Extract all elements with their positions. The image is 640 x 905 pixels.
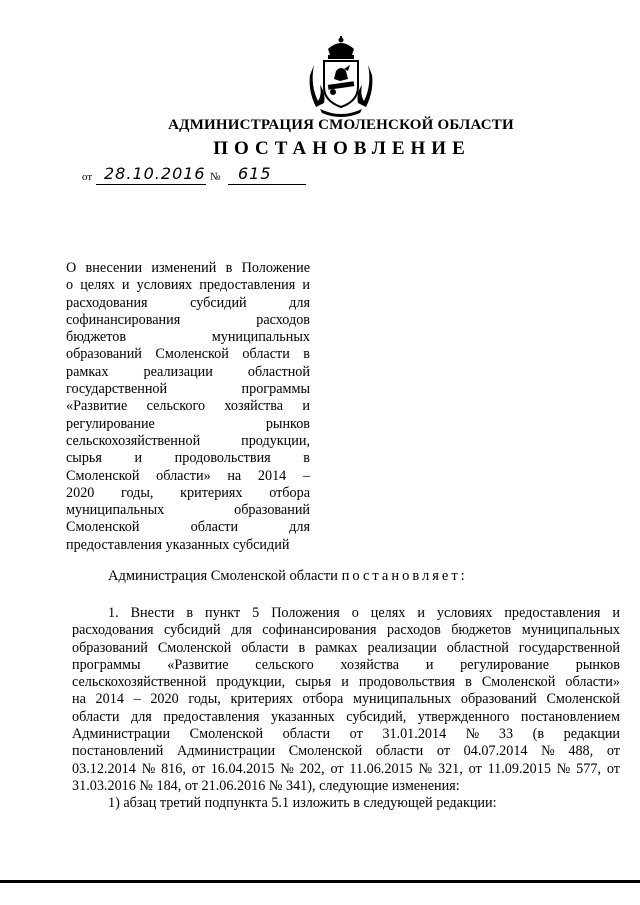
- subject-word: реализации: [143, 363, 213, 380]
- preamble: [108, 568, 468, 585]
- subject-line: [66, 329, 310, 346]
- preamble-text: Администрация Смоленской области: [108, 568, 338, 584]
- body-word: от: [468, 760, 482, 777]
- body-word: муниципальных: [521, 622, 620, 639]
- document-type-title: ПОСТАНОВЛЕНИЕ: [213, 138, 471, 159]
- body-word: №: [556, 760, 571, 777]
- body-word: государственной: [518, 639, 620, 656]
- body-word: областной: [446, 639, 509, 656]
- preamble-verb: постановляет:: [341, 568, 468, 584]
- body-word: 488,: [568, 743, 594, 760]
- subject-word: муниципальных: [211, 329, 310, 346]
- subject-line: [66, 502, 310, 519]
- body-word: «Развитие: [167, 656, 229, 673]
- body-word: расходов: [387, 622, 441, 639]
- subject-word: софинансирования: [66, 311, 181, 328]
- body-line: 31.03.2016 № 184, от 21.06.2016 № 341), следующие изменения:: [72, 777, 460, 794]
- body-word: 04.07.2014: [463, 743, 528, 760]
- body-word: в: [186, 605, 194, 621]
- body-word: –: [133, 691, 141, 708]
- subject-line: [66, 416, 310, 433]
- body-word: №: [141, 760, 156, 777]
- body-word: рынков: [575, 656, 620, 673]
- subject-word: области»: [156, 467, 211, 484]
- body-word: от: [349, 726, 363, 743]
- body-line: [72, 622, 620, 639]
- body-line: [72, 605, 620, 622]
- body-word: 16.04.2015: [210, 760, 275, 777]
- subject-word: отбора: [269, 484, 310, 501]
- body-word: №: [541, 743, 555, 760]
- body-word: условиях: [436, 605, 493, 621]
- subject-word: расходов: [256, 311, 310, 328]
- body-word: программы: [72, 656, 141, 673]
- body-word: постановлений: [72, 743, 164, 760]
- body-word: и: [417, 605, 425, 621]
- body-word: в: [298, 639, 306, 656]
- subject-word: муниципальных: [66, 502, 165, 519]
- subject-word: продовольствия: [174, 450, 271, 467]
- date-prefix: от: [82, 171, 93, 183]
- body-word: редакции: [563, 726, 620, 743]
- body-word: и: [425, 656, 434, 673]
- date-number-line: [82, 166, 322, 186]
- body-line: [72, 743, 620, 760]
- body-word: Администрации: [177, 743, 276, 760]
- subject-word: области: [190, 519, 239, 536]
- number-prefix: №: [210, 171, 221, 183]
- subject-word: программы: [241, 381, 310, 398]
- body-word: Администрации: [72, 726, 171, 743]
- subject-line: О внесении изменений в Положение: [66, 260, 310, 276]
- body-word: №: [280, 760, 294, 777]
- body-word: на: [72, 691, 86, 708]
- body-word: сырья: [295, 674, 332, 691]
- body-word: образований: [72, 639, 148, 656]
- body-word: для: [130, 708, 152, 725]
- body-word: расходования: [72, 622, 154, 639]
- subject-line: о целях и условиях предоставления и: [66, 277, 310, 294]
- body-word: Внести: [130, 605, 175, 621]
- body-word: хозяйства: [340, 656, 400, 673]
- body-line: [72, 674, 620, 691]
- body-word: 11.09.2015: [487, 760, 551, 777]
- body-word: 321,: [437, 760, 463, 777]
- body-word: регулирование: [460, 656, 550, 673]
- subject-word: на: [227, 467, 242, 484]
- body-word: 577,: [576, 760, 601, 777]
- body-line: [72, 691, 620, 708]
- subject-line: [66, 381, 310, 398]
- body-word: 816,: [161, 760, 186, 777]
- body-word: субсидий: [164, 622, 221, 639]
- body-word: области: [282, 726, 331, 743]
- number-underline: [228, 184, 306, 185]
- subject-line: [66, 519, 310, 536]
- subject-word: образований: [234, 502, 310, 519]
- body-word: Смоленской: [288, 743, 363, 760]
- body-word: 11.06.2015: [349, 760, 413, 777]
- subject-line: «Развитие сельского хозяйства и: [66, 398, 310, 415]
- subject-word: и: [134, 450, 143, 467]
- subject-heading: [66, 260, 310, 554]
- body-line: [72, 726, 620, 743]
- body-word: области: [241, 639, 289, 656]
- body-word: утвержденного: [417, 708, 510, 725]
- subject-word: государственной: [66, 381, 168, 398]
- body-word: годы,: [188, 691, 221, 708]
- subject-word: для: [289, 294, 310, 311]
- subject-line: образований Смоленской области в: [66, 346, 310, 363]
- body-word: субсидий,: [346, 708, 407, 725]
- body-word: 202,: [299, 760, 325, 777]
- body-word: от: [436, 743, 451, 760]
- body-word: 1.: [108, 605, 119, 621]
- subject-word: 2014: [257, 467, 287, 484]
- subject-word: критериях: [180, 484, 243, 501]
- subject-word: бюджетов: [66, 329, 127, 346]
- subject-word: годы,: [121, 484, 154, 501]
- body-word: софинансирования: [262, 622, 377, 639]
- body-word: Положения: [271, 605, 340, 621]
- body-word: критериях: [230, 691, 293, 708]
- subject-line: [66, 295, 310, 312]
- body-word: от: [330, 760, 344, 777]
- body-word: области»: [565, 674, 620, 691]
- subject-word: сырья: [66, 450, 102, 467]
- body-word: сельскохозяйственной: [72, 674, 207, 691]
- subject-word: расходования: [66, 294, 148, 311]
- body-word: области: [375, 743, 424, 760]
- subject-word: областной: [247, 363, 310, 380]
- body-line: 1) абзац третий подпункта 5.1 изложить в следующей редакции:: [108, 795, 497, 812]
- body-line: [72, 640, 620, 657]
- body-word: и: [341, 674, 349, 691]
- body-word: отбора: [302, 691, 344, 708]
- body-word: образований: [460, 691, 537, 708]
- body-word: предоставления: [163, 708, 260, 725]
- subject-word: 2020: [66, 484, 95, 501]
- body-word: о: [351, 605, 359, 621]
- body-word: в: [465, 674, 472, 691]
- subject-word: для: [289, 519, 310, 536]
- body-word: продовольствия: [358, 674, 455, 691]
- organization-name: АДМИНИСТРАЦИЯ СМОЛЕНСКОЙ ОБЛАСТИ: [168, 117, 514, 133]
- subject-word: регулирование: [66, 415, 155, 432]
- body-word: 5: [252, 605, 260, 621]
- body-word: указанных: [270, 708, 335, 725]
- number-handwritten: 615: [238, 164, 272, 183]
- body-word: предоставления: [504, 605, 601, 621]
- body-line: [72, 761, 620, 778]
- body-word: постановлением: [520, 708, 620, 725]
- subject-line: сельскохозяйственной продукции,: [66, 432, 310, 449]
- date-underline: [96, 184, 206, 185]
- subject-line: [66, 450, 310, 467]
- subject-word: Смоленской: [66, 519, 140, 536]
- subject-word: –: [302, 467, 310, 484]
- coat-of-arms-emblem: [306, 35, 376, 117]
- subject-word: субсидий: [190, 294, 247, 311]
- date-handwritten: 28.10.2016: [104, 164, 206, 183]
- body-word: 03.12.2014: [72, 760, 136, 777]
- body-word: (в: [532, 726, 545, 743]
- body-word: от: [606, 743, 620, 760]
- body-word: и: [612, 605, 620, 621]
- body-word: 2020: [150, 691, 179, 708]
- bottom-edge-bar: [0, 880, 640, 883]
- subject-line: предоставления указанных субсидий: [66, 536, 290, 553]
- body-word: продукции,: [216, 674, 286, 691]
- body-word: 2014: [95, 691, 124, 708]
- body-line: [72, 657, 620, 674]
- body-word: сельского: [255, 656, 314, 673]
- subject-line: [66, 312, 310, 329]
- body-word: 31.01.2014: [382, 726, 447, 743]
- body-word: пункт: [205, 605, 241, 621]
- document-body: [72, 605, 620, 813]
- body-word: целях: [370, 605, 406, 621]
- subject-line: [66, 468, 310, 485]
- subject-word: в: [303, 450, 310, 467]
- subject-word: рынков: [265, 415, 310, 432]
- body-word: Смоленской: [189, 726, 264, 743]
- body-word: от: [606, 760, 620, 777]
- subject-line: [66, 485, 310, 502]
- body-word: бюджетов: [451, 622, 512, 639]
- subject-line: [66, 364, 310, 381]
- body-word: реализации: [367, 639, 437, 656]
- body-word: Смоленской: [546, 691, 620, 708]
- body-word: 33: [498, 726, 514, 743]
- body-word: №: [465, 726, 480, 743]
- body-word: рамках: [315, 639, 358, 656]
- subject-word: Смоленской: [66, 467, 140, 484]
- body-word: Смоленской: [157, 639, 232, 656]
- body-line: [72, 709, 620, 726]
- body-word: для: [231, 622, 252, 639]
- body-word: муниципальных: [352, 691, 452, 708]
- body-word: №: [418, 760, 433, 777]
- body-word: Смоленской: [481, 674, 556, 691]
- subject-word: рамках: [66, 363, 109, 380]
- body-word: области: [72, 708, 120, 725]
- body-word: от: [191, 760, 205, 777]
